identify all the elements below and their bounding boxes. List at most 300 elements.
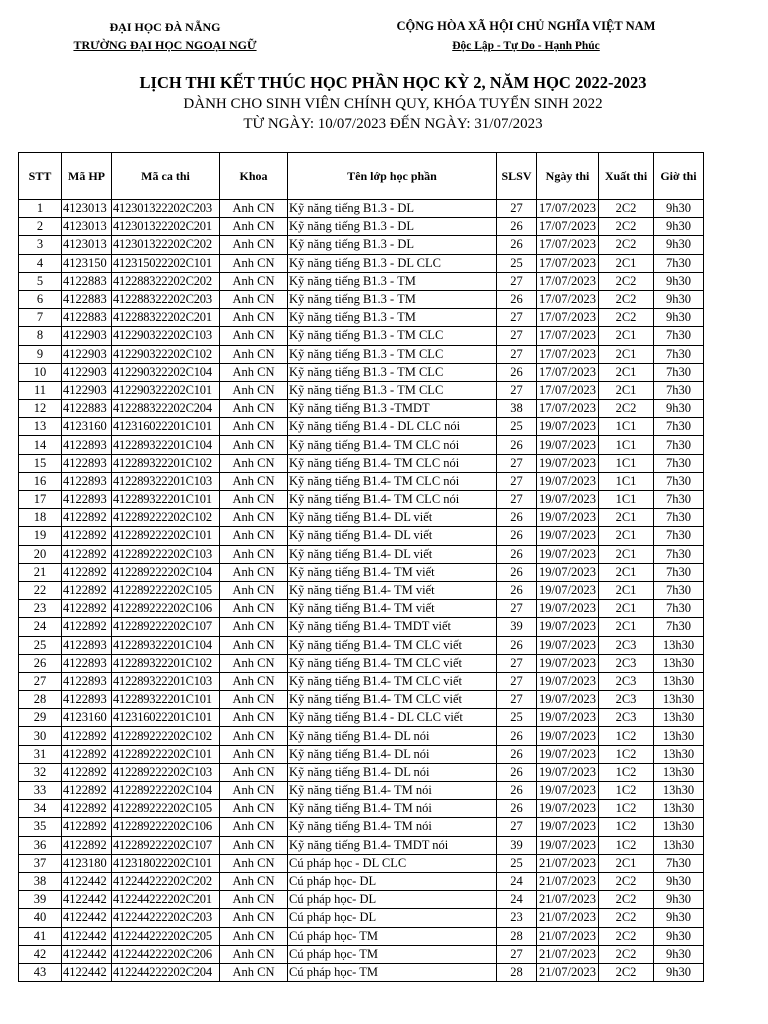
table-row [19, 745, 704, 763]
cell-stt: 6 [19, 290, 62, 308]
col-header-ngay-thi: Ngày thi [537, 153, 599, 200]
cell-ngay-thi: 21/07/2023 [537, 927, 599, 945]
cell-ma-hp: 4122892 [62, 563, 112, 581]
cell-slsv: 26 [497, 236, 537, 254]
cell-xuat-thi: 1C2 [599, 800, 654, 818]
cell-slsv: 26 [497, 563, 537, 581]
cell-ten-lop: Kỹ năng tiếng B1.4- DL nói [288, 745, 497, 763]
cell-khoa: Anh CN [220, 345, 288, 363]
table-row [19, 418, 704, 436]
table-row [19, 491, 704, 509]
cell-ma-ca-thi: 412244222202C205 [112, 927, 220, 945]
table-row [19, 527, 704, 545]
table-row [19, 691, 704, 709]
table-row [19, 600, 704, 618]
cell-ngay-thi: 19/07/2023 [537, 745, 599, 763]
cell-ma-ca-thi: 412244222202C206 [112, 945, 220, 963]
cell-slsv: 26 [497, 218, 537, 236]
cell-ten-lop: Kỹ năng tiếng B1.4- TM viết [288, 581, 497, 599]
document-subtitle: DÀNH CHO SINH VIÊN CHÍNH QUY, KHÓA TUYỂN SINH 2022 [183, 96, 603, 112]
cell-gio-thi: 13h30 [654, 672, 704, 690]
cell-ma-ca-thi: 412288322202C201 [112, 309, 220, 327]
cell-ten-lop: Kỹ năng tiếng B1.3 - DL [288, 218, 497, 236]
cell-ngay-thi: 19/07/2023 [537, 618, 599, 636]
cell-ma-ca-thi: 412289222202C102 [112, 509, 220, 527]
cell-slsv: 28 [497, 963, 537, 981]
cell-ngay-thi: 19/07/2023 [537, 491, 599, 509]
table-row [19, 400, 704, 418]
cell-xuat-thi: 1C2 [599, 782, 654, 800]
cell-xuat-thi: 2C2 [599, 290, 654, 308]
cell-slsv: 27 [497, 345, 537, 363]
cell-xuat-thi: 1C1 [599, 418, 654, 436]
cell-ma-ca-thi: 412289322201C102 [112, 454, 220, 472]
cell-slsv: 27 [497, 654, 537, 672]
col-header-xuat-thi: Xuất thi [599, 153, 654, 200]
cell-ten-lop: Kỹ năng tiếng B1.4- TM CLC nói [288, 491, 497, 509]
cell-xuat-thi: 1C1 [599, 436, 654, 454]
cell-ngay-thi: 17/07/2023 [537, 345, 599, 363]
cell-ngay-thi: 17/07/2023 [537, 254, 599, 272]
cell-slsv: 27 [497, 491, 537, 509]
cell-ngay-thi: 19/07/2023 [537, 563, 599, 581]
cell-ten-lop: Kỹ năng tiếng B1.4- DL nói [288, 763, 497, 781]
cell-ten-lop: Kỹ năng tiếng B1.4- DL nói [288, 727, 497, 745]
table-row [19, 327, 704, 345]
cell-ma-hp: 4122892 [62, 745, 112, 763]
table-row [19, 272, 704, 290]
cell-gio-thi: 13h30 [654, 636, 704, 654]
cell-slsv: 23 [497, 909, 537, 927]
cell-stt: 21 [19, 563, 62, 581]
cell-ngay-thi: 19/07/2023 [537, 763, 599, 781]
cell-stt: 12 [19, 400, 62, 418]
cell-gio-thi: 9h30 [654, 872, 704, 890]
cell-khoa: Anh CN [220, 236, 288, 254]
cell-ngay-thi: 19/07/2023 [537, 800, 599, 818]
cell-ten-lop: Kỹ năng tiếng B1.3 - TM CLC [288, 381, 497, 399]
cell-gio-thi: 13h30 [654, 836, 704, 854]
cell-xuat-thi: 2C1 [599, 345, 654, 363]
cell-gio-thi: 7h30 [654, 472, 704, 490]
cell-ten-lop: Kỹ năng tiếng B1.4- TM viết [288, 600, 497, 618]
cell-ngay-thi: 17/07/2023 [537, 218, 599, 236]
cell-ten-lop: Kỹ năng tiếng B1.4- TM viết [288, 563, 497, 581]
cell-ten-lop: Cú pháp học- TM [288, 963, 497, 981]
exam-schedule-table [18, 152, 704, 982]
cell-gio-thi: 7h30 [654, 491, 704, 509]
table-row [19, 436, 704, 454]
cell-khoa: Anh CN [220, 272, 288, 290]
cell-xuat-thi: 2C1 [599, 327, 654, 345]
table-row [19, 309, 704, 327]
cell-ngay-thi: 17/07/2023 [537, 200, 599, 218]
cell-ten-lop: Kỹ năng tiếng B1.4- DL viết [288, 545, 497, 563]
cell-ma-ca-thi: 412289222202C106 [112, 600, 220, 618]
cell-gio-thi: 13h30 [654, 818, 704, 836]
cell-ngay-thi: 19/07/2023 [537, 818, 599, 836]
cell-ten-lop: Kỹ năng tiếng B1.4- TM CLC nói [288, 454, 497, 472]
cell-ngay-thi: 19/07/2023 [537, 472, 599, 490]
cell-xuat-thi: 1C2 [599, 818, 654, 836]
cell-khoa: Anh CN [220, 709, 288, 727]
cell-khoa: Anh CN [220, 818, 288, 836]
cell-stt: 19 [19, 527, 62, 545]
cell-stt: 23 [19, 600, 62, 618]
cell-ten-lop: Kỹ năng tiếng B1.3 - TM [288, 290, 497, 308]
cell-khoa: Anh CN [220, 872, 288, 890]
cell-ten-lop: Kỹ năng tiếng B1.3 - DL [288, 200, 497, 218]
cell-ngay-thi: 19/07/2023 [537, 436, 599, 454]
cell-ma-ca-thi: 412289222202C101 [112, 527, 220, 545]
cell-ten-lop: Kỹ năng tiếng B1.3 - TM CLC [288, 345, 497, 363]
cell-slsv: 25 [497, 709, 537, 727]
cell-ma-ca-thi: 412244222202C202 [112, 872, 220, 890]
cell-ngay-thi: 21/07/2023 [537, 872, 599, 890]
cell-gio-thi: 9h30 [654, 218, 704, 236]
cell-slsv: 25 [497, 854, 537, 872]
cell-gio-thi: 13h30 [654, 763, 704, 781]
cell-stt: 41 [19, 927, 62, 945]
cell-ma-hp: 4123013 [62, 200, 112, 218]
cell-ten-lop: Kỹ năng tiếng B1.3 - TM CLC [288, 363, 497, 381]
cell-slsv: 26 [497, 782, 537, 800]
cell-ma-ca-thi: 412301322202C202 [112, 236, 220, 254]
cell-slsv: 27 [497, 818, 537, 836]
col-header-khoa: Khoa [220, 153, 288, 200]
table-row [19, 763, 704, 781]
cell-slsv: 26 [497, 509, 537, 527]
cell-xuat-thi: 2C3 [599, 636, 654, 654]
cell-ten-lop: Kỹ năng tiếng B1.4- TM CLC viết [288, 654, 497, 672]
cell-gio-thi: 7h30 [654, 509, 704, 527]
cell-slsv: 26 [497, 363, 537, 381]
cell-ma-ca-thi: 412289222202C104 [112, 782, 220, 800]
cell-slsv: 27 [497, 472, 537, 490]
col-header-ma-hp: Mã HP [62, 153, 112, 200]
cell-khoa: Anh CN [220, 545, 288, 563]
cell-stt: 28 [19, 691, 62, 709]
cell-ngay-thi: 19/07/2023 [537, 418, 599, 436]
cell-khoa: Anh CN [220, 363, 288, 381]
cell-ma-hp: 4122893 [62, 491, 112, 509]
cell-khoa: Anh CN [220, 654, 288, 672]
table-row [19, 345, 704, 363]
national-motto: Độc Lập - Tự Do - Hạnh Phúc [452, 40, 600, 52]
cell-xuat-thi: 2C3 [599, 709, 654, 727]
cell-khoa: Anh CN [220, 563, 288, 581]
cell-ngay-thi: 21/07/2023 [537, 854, 599, 872]
cell-xuat-thi: 2C1 [599, 563, 654, 581]
faculty-name: TRƯỜNG ĐẠI HỌC NGOẠI NGỮ [73, 38, 257, 52]
cell-ma-hp: 4122893 [62, 654, 112, 672]
cell-slsv: 38 [497, 400, 537, 418]
cell-ma-hp: 4122892 [62, 818, 112, 836]
cell-ngay-thi: 19/07/2023 [537, 836, 599, 854]
table-row [19, 709, 704, 727]
cell-ma-ca-thi: 412289322201C103 [112, 672, 220, 690]
cell-ngay-thi: 19/07/2023 [537, 636, 599, 654]
cell-gio-thi: 13h30 [654, 691, 704, 709]
table-row [19, 800, 704, 818]
table-row [19, 618, 704, 636]
cell-ma-ca-thi: 412289222202C105 [112, 800, 220, 818]
cell-ngay-thi: 17/07/2023 [537, 236, 599, 254]
cell-xuat-thi: 2C3 [599, 654, 654, 672]
cell-ma-hp: 4122892 [62, 727, 112, 745]
cell-ngay-thi: 19/07/2023 [537, 691, 599, 709]
cell-slsv: 26 [497, 800, 537, 818]
cell-ma-hp: 4122883 [62, 290, 112, 308]
cell-ngay-thi: 17/07/2023 [537, 290, 599, 308]
cell-khoa: Anh CN [220, 672, 288, 690]
cell-stt: 16 [19, 472, 62, 490]
cell-gio-thi: 9h30 [654, 891, 704, 909]
cell-xuat-thi: 1C1 [599, 491, 654, 509]
cell-ma-ca-thi: 412289222202C105 [112, 581, 220, 599]
university-name: ĐẠI HỌC ĐÀ NẴNG [109, 20, 221, 34]
cell-khoa: Anh CN [220, 963, 288, 981]
cell-xuat-thi: 2C1 [599, 618, 654, 636]
col-header-ma-ca-thi: Mã ca thi [112, 153, 220, 200]
cell-gio-thi: 7h30 [654, 618, 704, 636]
cell-slsv: 26 [497, 527, 537, 545]
cell-stt: 10 [19, 363, 62, 381]
cell-ma-hp: 4122892 [62, 763, 112, 781]
cell-ma-ca-thi: 412289322201C104 [112, 636, 220, 654]
cell-ma-hp: 4122442 [62, 963, 112, 981]
cell-stt: 43 [19, 963, 62, 981]
table-row [19, 854, 704, 872]
cell-ngay-thi: 17/07/2023 [537, 363, 599, 381]
cell-xuat-thi: 2C1 [599, 581, 654, 599]
cell-ma-hp: 4122892 [62, 782, 112, 800]
cell-stt: 8 [19, 327, 62, 345]
cell-ma-ca-thi: 412290322202C103 [112, 327, 220, 345]
cell-stt: 7 [19, 309, 62, 327]
cell-ten-lop: Cú pháp học- TM [288, 927, 497, 945]
cell-ten-lop: Kỹ năng tiếng B1.4- TM CLC viết [288, 672, 497, 690]
cell-xuat-thi: 2C2 [599, 872, 654, 890]
table-row [19, 581, 704, 599]
cell-ma-ca-thi: 412315022202C101 [112, 254, 220, 272]
col-header-stt: STT [19, 153, 62, 200]
cell-ma-hp: 4123150 [62, 254, 112, 272]
cell-khoa: Anh CN [220, 581, 288, 599]
cell-slsv: 25 [497, 254, 537, 272]
cell-stt: 37 [19, 854, 62, 872]
cell-gio-thi: 13h30 [654, 709, 704, 727]
cell-stt: 17 [19, 491, 62, 509]
cell-ma-hp: 4122883 [62, 309, 112, 327]
cell-ma-ca-thi: 412316022201C101 [112, 418, 220, 436]
cell-stt: 39 [19, 891, 62, 909]
cell-khoa: Anh CN [220, 891, 288, 909]
cell-gio-thi: 9h30 [654, 272, 704, 290]
cell-ten-lop: Cú pháp học- DL [288, 872, 497, 890]
cell-khoa: Anh CN [220, 400, 288, 418]
cell-stt: 32 [19, 763, 62, 781]
cell-ten-lop: Cú pháp học- DL [288, 891, 497, 909]
document-title: LỊCH THI KẾT THÚC HỌC PHẦN HỌC KỲ 2, NĂM HỌC 2022-2023 [139, 73, 647, 92]
cell-slsv: 27 [497, 200, 537, 218]
cell-ma-hp: 4122892 [62, 618, 112, 636]
cell-khoa: Anh CN [220, 800, 288, 818]
cell-xuat-thi: 2C1 [599, 363, 654, 381]
cell-ma-hp: 4122442 [62, 909, 112, 927]
cell-gio-thi: 9h30 [654, 927, 704, 945]
cell-ma-ca-thi: 412289322201C102 [112, 654, 220, 672]
cell-stt: 5 [19, 272, 62, 290]
cell-gio-thi: 9h30 [654, 236, 704, 254]
table-row [19, 363, 704, 381]
cell-stt: 26 [19, 654, 62, 672]
cell-ma-hp: 4122893 [62, 691, 112, 709]
table-row [19, 945, 704, 963]
cell-ten-lop: Kỹ năng tiếng B1.4 - DL CLC viết [288, 709, 497, 727]
cell-gio-thi: 9h30 [654, 400, 704, 418]
cell-khoa: Anh CN [220, 909, 288, 927]
cell-stt: 35 [19, 818, 62, 836]
cell-ma-hp: 4122893 [62, 672, 112, 690]
table-row [19, 927, 704, 945]
cell-ngay-thi: 19/07/2023 [537, 709, 599, 727]
cell-xuat-thi: 2C2 [599, 272, 654, 290]
cell-gio-thi: 13h30 [654, 800, 704, 818]
col-header-slsv: SLSV [497, 153, 537, 200]
cell-ngay-thi: 19/07/2023 [537, 727, 599, 745]
cell-ngay-thi: 21/07/2023 [537, 909, 599, 927]
cell-slsv: 27 [497, 381, 537, 399]
cell-ngay-thi: 21/07/2023 [537, 963, 599, 981]
cell-slsv: 26 [497, 745, 537, 763]
cell-gio-thi: 7h30 [654, 854, 704, 872]
table-row [19, 963, 704, 981]
cell-khoa: Anh CN [220, 309, 288, 327]
cell-ngay-thi: 19/07/2023 [537, 527, 599, 545]
cell-slsv: 26 [497, 436, 537, 454]
cell-ma-hp: 4122893 [62, 454, 112, 472]
cell-xuat-thi: 2C2 [599, 945, 654, 963]
table-row [19, 236, 704, 254]
cell-slsv: 27 [497, 309, 537, 327]
cell-gio-thi: 13h30 [654, 745, 704, 763]
cell-slsv: 24 [497, 891, 537, 909]
cell-ma-hp: 4122892 [62, 600, 112, 618]
cell-ngay-thi: 21/07/2023 [537, 891, 599, 909]
cell-stt: 27 [19, 672, 62, 690]
cell-ten-lop: Kỹ năng tiếng B1.4- TM CLC viết [288, 636, 497, 654]
cell-ma-ca-thi: 412301322202C201 [112, 218, 220, 236]
cell-slsv: 26 [497, 727, 537, 745]
cell-ma-hp: 4122442 [62, 872, 112, 890]
cell-stt: 33 [19, 782, 62, 800]
cell-slsv: 27 [497, 945, 537, 963]
cell-stt: 9 [19, 345, 62, 363]
cell-khoa: Anh CN [220, 836, 288, 854]
cell-stt: 13 [19, 418, 62, 436]
cell-slsv: 27 [497, 272, 537, 290]
cell-khoa: Anh CN [220, 218, 288, 236]
cell-khoa: Anh CN [220, 854, 288, 872]
cell-ma-hp: 4122903 [62, 327, 112, 345]
cell-xuat-thi: 2C2 [599, 963, 654, 981]
cell-stt: 25 [19, 636, 62, 654]
cell-ma-hp: 4123180 [62, 854, 112, 872]
cell-ma-ca-thi: 412289222202C106 [112, 818, 220, 836]
cell-stt: 42 [19, 945, 62, 963]
table-row [19, 454, 704, 472]
cell-stt: 18 [19, 509, 62, 527]
cell-ma-hp: 4122883 [62, 272, 112, 290]
cell-ngay-thi: 17/07/2023 [537, 327, 599, 345]
cell-xuat-thi: 1C2 [599, 727, 654, 745]
cell-xuat-thi: 2C1 [599, 527, 654, 545]
cell-ten-lop: Cú pháp học- TM [288, 945, 497, 963]
cell-ma-ca-thi: 412244222202C204 [112, 963, 220, 981]
cell-ma-hp: 4123160 [62, 709, 112, 727]
cell-ma-ca-thi: 412301322202C203 [112, 200, 220, 218]
cell-ma-ca-thi: 412288322202C204 [112, 400, 220, 418]
cell-khoa: Anh CN [220, 436, 288, 454]
cell-slsv: 39 [497, 618, 537, 636]
table-row [19, 545, 704, 563]
cell-ngay-thi: 17/07/2023 [537, 272, 599, 290]
cell-stt: 2 [19, 218, 62, 236]
cell-khoa: Anh CN [220, 254, 288, 272]
cell-xuat-thi: 2C2 [599, 891, 654, 909]
cell-xuat-thi: 2C2 [599, 400, 654, 418]
cell-stt: 30 [19, 727, 62, 745]
table-row [19, 472, 704, 490]
cell-ma-ca-thi: 412289222202C104 [112, 563, 220, 581]
cell-ma-ca-thi: 412316022201C101 [112, 709, 220, 727]
cell-xuat-thi: 2C3 [599, 672, 654, 690]
table-row [19, 290, 704, 308]
cell-slsv: 26 [497, 545, 537, 563]
table-row [19, 891, 704, 909]
cell-xuat-thi: 2C1 [599, 254, 654, 272]
national-header [368, 16, 684, 56]
cell-ma-hp: 4122893 [62, 636, 112, 654]
cell-ten-lop: Kỹ năng tiếng B1.4- TM nói [288, 818, 497, 836]
cell-ten-lop: Kỹ năng tiếng B1.4- TM nói [288, 782, 497, 800]
cell-stt: 14 [19, 436, 62, 454]
cell-slsv: 27 [497, 600, 537, 618]
cell-stt: 31 [19, 745, 62, 763]
cell-gio-thi: 7h30 [654, 345, 704, 363]
table-row [19, 818, 704, 836]
table-row [19, 509, 704, 527]
cell-xuat-thi: 2C1 [599, 854, 654, 872]
cell-ma-hp: 4122883 [62, 400, 112, 418]
cell-khoa: Anh CN [220, 945, 288, 963]
cell-ngay-thi: 19/07/2023 [537, 782, 599, 800]
cell-ma-ca-thi: 412244222202C203 [112, 909, 220, 927]
cell-ten-lop: Kỹ năng tiếng B1.4- DL viết [288, 509, 497, 527]
cell-gio-thi: 7h30 [654, 454, 704, 472]
cell-xuat-thi: 2C2 [599, 927, 654, 945]
cell-xuat-thi: 1C2 [599, 763, 654, 781]
cell-khoa: Anh CN [220, 600, 288, 618]
issuer-header [40, 18, 290, 54]
cell-gio-thi: 9h30 [654, 290, 704, 308]
cell-ngay-thi: 17/07/2023 [537, 309, 599, 327]
cell-ma-ca-thi: 412289222202C101 [112, 745, 220, 763]
cell-ngay-thi: 19/07/2023 [537, 672, 599, 690]
cell-slsv: 25 [497, 418, 537, 436]
cell-ten-lop: Cú pháp học - DL CLC [288, 854, 497, 872]
